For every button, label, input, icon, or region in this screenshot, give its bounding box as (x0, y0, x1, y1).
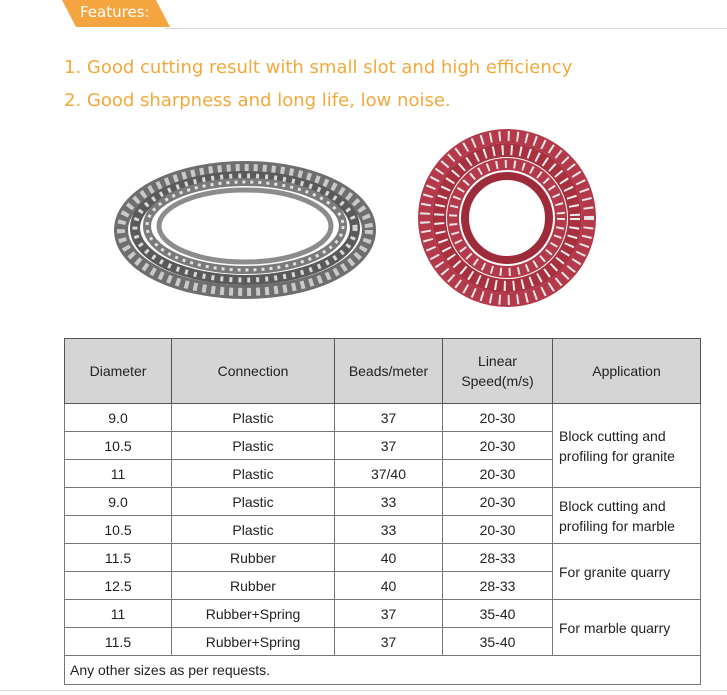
cell-beads: 37 (335, 600, 443, 628)
cell-speed: 20-30 (443, 460, 553, 488)
cell-connection: Rubber (172, 544, 335, 572)
cell-speed: 20-30 (443, 432, 553, 460)
cell-connection: Rubber+Spring (172, 628, 335, 656)
header-diameter: Diameter (65, 339, 172, 404)
header-application: Application (553, 339, 701, 404)
table-footnote: Any other sizes as per requests. (65, 656, 701, 685)
product-images (112, 128, 602, 308)
application-line: For marble quarry (559, 619, 671, 636)
application-line: Block cutting and (559, 427, 666, 444)
header-divider (165, 28, 727, 29)
cell-diameter: 11.5 (65, 628, 172, 656)
cell-connection: Plastic (172, 460, 335, 488)
cell-diameter: 12.5 (65, 572, 172, 600)
cell-beads: 37 (335, 432, 443, 460)
cell-connection: Rubber+Spring (172, 600, 335, 628)
table-header-row (65, 339, 701, 404)
feature-line-1: 1. Good cutting result with small slot and high efficiency (64, 57, 573, 78)
cell-speed: 28-33 (443, 544, 553, 572)
cell-application (553, 600, 701, 656)
table-row (65, 404, 701, 432)
cell-speed: 35-40 (443, 628, 553, 656)
cell-application (553, 488, 701, 544)
cell-connection: Plastic (172, 432, 335, 460)
cell-diameter: 9.0 (65, 404, 172, 432)
cell-connection: Plastic (172, 488, 335, 516)
cell-beads: 37 (335, 628, 443, 656)
header-linear-speed-line2: Speed(m/s) (461, 373, 534, 389)
cell-connection: Rubber (172, 572, 335, 600)
header-connection: Connection (172, 339, 335, 404)
cell-beads: 40 (335, 544, 443, 572)
table-row (65, 600, 701, 628)
cell-beads: 40 (335, 572, 443, 600)
cell-diameter: 11 (65, 600, 172, 628)
header-beads-per-meter: Beads/meter (335, 339, 443, 404)
table-row (65, 544, 701, 572)
cell-diameter: 10.5 (65, 516, 172, 544)
cell-beads: 37/40 (335, 460, 443, 488)
cell-application (553, 404, 701, 488)
features-tag (62, 0, 170, 26)
application-line: profiling for granite (559, 447, 675, 464)
features-tag-label: Features: (80, 3, 150, 21)
cell-speed: 20-30 (443, 488, 553, 516)
cell-diameter: 9.0 (65, 488, 172, 516)
header-linear-speed-line1: Linear (478, 353, 517, 369)
bottom-divider (0, 690, 727, 691)
application-line: profiling for marble (559, 517, 675, 534)
application-line: For granite quarry (559, 563, 671, 580)
cell-speed: 28-33 (443, 572, 553, 600)
cell-speed: 20-30 (443, 404, 553, 432)
application-line: Block cutting and (559, 497, 666, 514)
cell-diameter: 11 (65, 460, 172, 488)
cell-diameter: 11.5 (65, 544, 172, 572)
table-row (65, 488, 701, 516)
header-linear-speed (443, 339, 553, 404)
cell-beads: 33 (335, 516, 443, 544)
silver-diamond-wire-coil-image (112, 148, 382, 308)
table-footnote-row (65, 656, 701, 685)
cell-application (553, 544, 701, 600)
cell-connection: Plastic (172, 404, 335, 432)
cell-beads: 33 (335, 488, 443, 516)
feature-line-2: 2. Good sharpness and long life, low noise. (64, 90, 451, 111)
cell-connection: Plastic (172, 516, 335, 544)
cell-speed: 20-30 (443, 516, 553, 544)
cell-diameter: 10.5 (65, 432, 172, 460)
cell-speed: 35-40 (443, 600, 553, 628)
cell-beads: 37 (335, 404, 443, 432)
specification-table (64, 338, 701, 685)
red-diamond-wire-coil-image (412, 128, 602, 308)
